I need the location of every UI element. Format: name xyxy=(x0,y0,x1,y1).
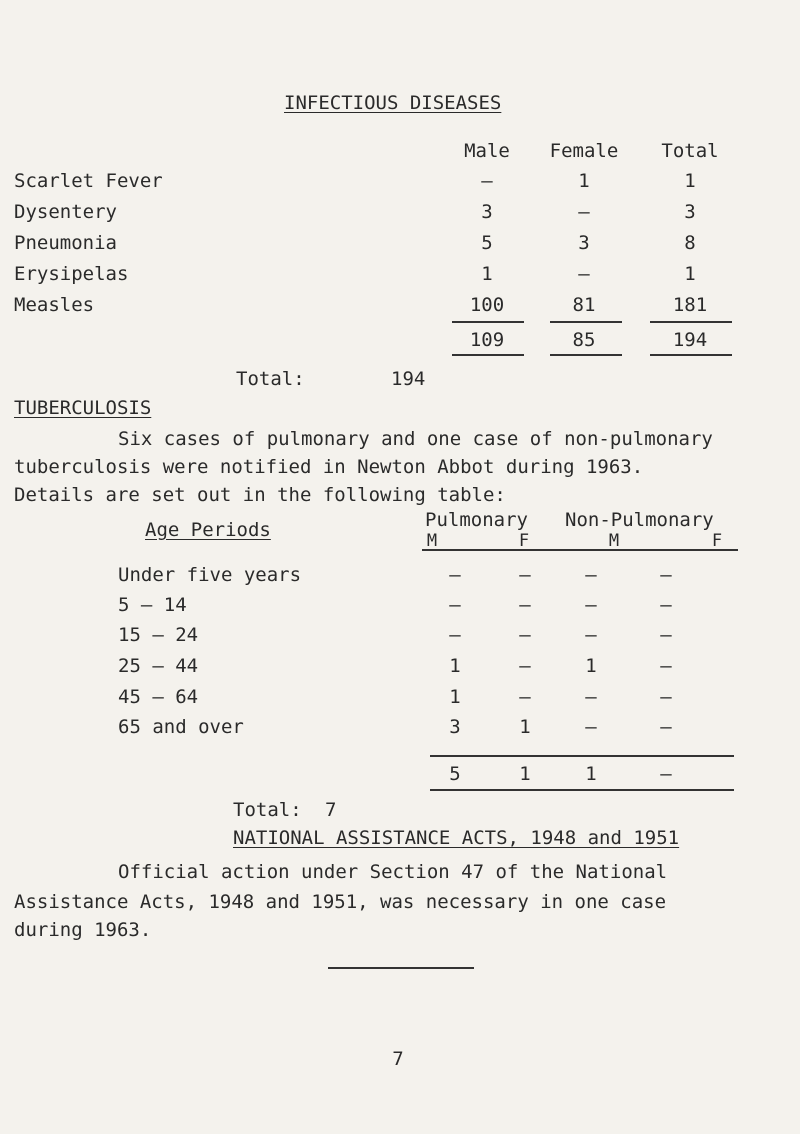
pulmonary-m: 1 xyxy=(449,655,461,677)
non-pulmonary-m: – xyxy=(585,564,597,586)
tb-total-value: 7 xyxy=(325,799,337,821)
sum-rule-total-bottom xyxy=(650,354,732,356)
tuberculosis-heading: TUBERCULOSIS xyxy=(14,397,152,419)
non-pulmonary-f: – xyxy=(660,594,672,616)
national-assistance-paragraph-line-2: Assistance Acts, 1948 and 1951, was necessary in one case xyxy=(14,891,667,913)
page-number: 7 xyxy=(392,1048,404,1070)
non-pulmonary-m-total: 1 xyxy=(585,763,597,785)
male-count: 100 xyxy=(469,294,505,316)
tb-header-rule xyxy=(422,549,738,551)
age-period: 15 – 24 xyxy=(118,624,199,646)
disease-name: Pneumonia xyxy=(14,232,117,254)
national-assistance-heading: NATIONAL ASSISTANCE ACTS, 1948 and 1951 xyxy=(233,827,680,849)
male-total: 109 xyxy=(469,329,505,351)
infectious-grand-total-label: Total: xyxy=(236,368,305,390)
non-pulmonary-f: – xyxy=(660,624,672,646)
age-period: Under five years xyxy=(118,564,302,586)
disease-name: Erysipelas xyxy=(14,263,129,285)
pulmonary-m: 3 xyxy=(449,716,461,738)
sum-rule-female-top xyxy=(550,321,622,323)
non-pulmonary-f: – xyxy=(660,655,672,677)
non-pulmonary-header: Non-Pulmonary xyxy=(565,509,714,531)
sum-rule-male-bottom xyxy=(452,354,524,356)
non-pulmonary-f: – xyxy=(660,716,672,738)
non-pulmonary-m: 1 xyxy=(585,655,597,677)
female-total: 85 xyxy=(572,329,596,351)
pulmonary-f: – xyxy=(519,686,531,708)
national-assistance-paragraph-line-3: during 1963. xyxy=(14,919,152,941)
female-count: 3 xyxy=(578,232,590,254)
sum-rule-total-top xyxy=(650,321,732,323)
pulmonary-m: – xyxy=(449,594,461,616)
tb-total-label: Total: xyxy=(233,799,302,821)
total-count: 8 xyxy=(684,232,696,254)
pulmonary-f: – xyxy=(519,564,531,586)
pulmonary-m: – xyxy=(449,624,461,646)
age-period: 25 – 44 xyxy=(118,655,199,677)
col-header-total: Total xyxy=(661,140,719,162)
non-pulmonary-m: – xyxy=(585,686,597,708)
non-pulmonary-m-subheader: M xyxy=(608,531,620,551)
non-pulmonary-f: – xyxy=(660,564,672,586)
pulmonary-m: 1 xyxy=(449,686,461,708)
pulmonary-m-total: 5 xyxy=(449,763,461,785)
sum-rule-female-bottom xyxy=(550,354,622,356)
tb-sum-rule-top xyxy=(430,755,734,757)
pulmonary-m: – xyxy=(449,564,461,586)
sum-rule-male-top xyxy=(452,321,524,323)
non-pulmonary-m: – xyxy=(585,716,597,738)
non-pulmonary-f-total: – xyxy=(660,763,672,785)
infectious-grand-total-value: 194 xyxy=(391,368,426,390)
pulmonary-f-total: 1 xyxy=(519,763,531,785)
tb-sum-rule-bottom xyxy=(430,789,734,791)
tuberculosis-paragraph-line-3: Details are set out in the following table: xyxy=(14,484,506,506)
age-periods-header: Age Periods xyxy=(145,519,271,541)
overall-total: 194 xyxy=(672,329,708,351)
female-count: 1 xyxy=(578,170,590,192)
infectious-diseases-heading: INFECTIOUS DISEASES xyxy=(284,92,502,114)
total-count: 1 xyxy=(684,263,696,285)
col-header-male: Male xyxy=(464,140,510,162)
non-pulmonary-f-subheader: F xyxy=(711,531,723,551)
pulmonary-m-subheader: M xyxy=(426,531,438,551)
age-period: 65 and over xyxy=(118,716,244,738)
disease-name: Scarlet Fever xyxy=(14,170,163,192)
non-pulmonary-m: – xyxy=(585,624,597,646)
non-pulmonary-m: – xyxy=(585,594,597,616)
pulmonary-f: – xyxy=(519,594,531,616)
male-count: – xyxy=(481,170,493,192)
male-count: 3 xyxy=(481,201,493,223)
tuberculosis-paragraph-line-1: Six cases of pulmonary and one case of non-pulmonary xyxy=(118,428,713,450)
non-pulmonary-f: – xyxy=(660,686,672,708)
pulmonary-header: Pulmonary xyxy=(425,509,528,531)
col-header-female: Female xyxy=(549,140,619,162)
national-assistance-paragraph-line-1: Official action under Section 47 of the National xyxy=(118,861,668,883)
pulmonary-f: – xyxy=(519,624,531,646)
section-end-rule xyxy=(328,967,474,969)
age-period: 5 – 14 xyxy=(118,594,187,616)
female-count: – xyxy=(578,201,590,223)
tuberculosis-paragraph-line-2: tuberculosis were notified in Newton Abbot during 1963. xyxy=(14,456,644,478)
male-count: 1 xyxy=(481,263,493,285)
disease-name: Measles xyxy=(14,294,95,316)
total-count: 181 xyxy=(672,294,708,316)
pulmonary-f: – xyxy=(519,655,531,677)
age-period: 45 – 64 xyxy=(118,686,199,708)
pulmonary-f: 1 xyxy=(519,716,531,738)
female-count: – xyxy=(578,263,590,285)
total-count: 3 xyxy=(684,201,696,223)
disease-name: Dysentery xyxy=(14,201,117,223)
male-count: 5 xyxy=(481,232,493,254)
female-count: 81 xyxy=(572,294,596,316)
pulmonary-f-subheader: F xyxy=(518,531,530,551)
total-count: 1 xyxy=(684,170,696,192)
